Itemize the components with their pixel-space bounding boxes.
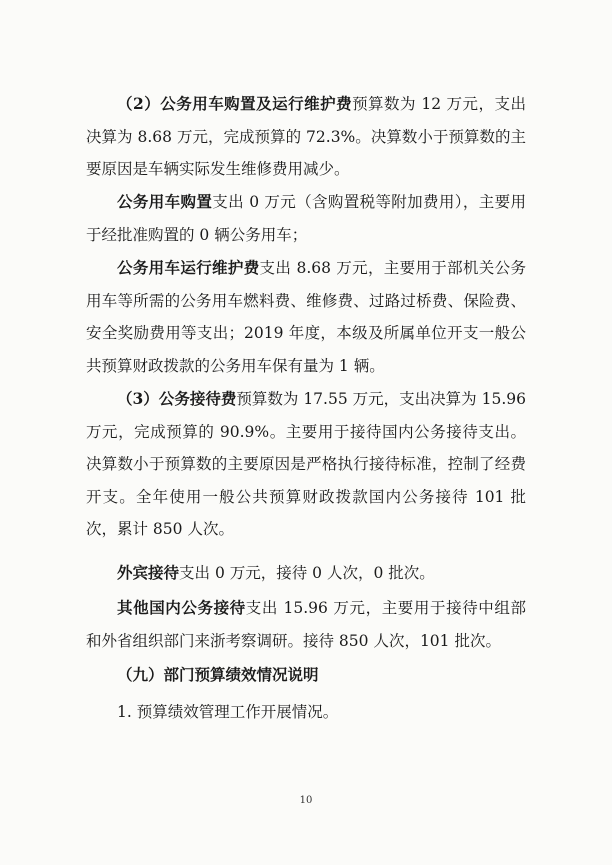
paragraph-body: 支出 0 万元，接待 0 人次，0 批次。 bbox=[179, 564, 435, 582]
paragraph-lead: 其他国内公务接待 bbox=[117, 598, 246, 617]
paragraph-body: 支出 8.68 万元，主要用于部机关公务用车等所需的公务用车燃料费、维修费、过路过桥费、保险费、安全奖励费用等支出；2019 年度，本级及所属单位开支一般公共预算财政拨款的公务用车保有量为 1 辆。 bbox=[86, 259, 526, 375]
paragraph-vehicle-purchase bbox=[86, 186, 526, 251]
paragraph-reception-expense bbox=[86, 383, 526, 546]
paragraph-vehicle-expense bbox=[86, 88, 526, 186]
section-heading-9: （九）部门预算绩效情况说明 bbox=[117, 665, 319, 684]
paragraph-lead: （2）公务用车购置及运行维护费 bbox=[117, 94, 353, 113]
paragraph-vehicle-maintenance bbox=[86, 252, 526, 382]
paragraph-lead: 公务用车购置 bbox=[117, 192, 213, 211]
paragraph-body: 支出 15.96 万元，主要用于接待中组部和外省组织部门来浙考察调研。接待 850 人次，101 批次。 bbox=[86, 599, 526, 650]
paragraph-body: 支出 0 万元（含购置税等附加费用），主要用于经批准购置的 0 辆公务用车； bbox=[86, 193, 526, 244]
paragraph-lead: 公务用车运行维护费 bbox=[117, 258, 260, 277]
paragraph-lead: （3）公务接待费 bbox=[117, 389, 237, 408]
paragraph-lead: 外宾接待 bbox=[117, 563, 180, 582]
page-number: 10 bbox=[299, 795, 313, 806]
paragraph-domestic-reception bbox=[86, 592, 526, 657]
paragraph-foreign-reception bbox=[86, 557, 526, 590]
subsection-heading-9-1: 1. 预算绩效管理工作开展情况。 bbox=[117, 703, 339, 721]
paragraph-body: 预算数为 12 万元，支出决算为 8.68 万元，完成预算的 72.3%。决算数小于预算数的主要原因是车辆实际发生维修费用减少。 bbox=[86, 95, 526, 178]
paragraph-body: 预算数为 17.55 万元，支出决算为 15.96 万元，完成预算的 90.9%。主要用于接待国内公务接待支出。决算数小于预算数的主要原因是严格执行接待标准，控制了经费开支。全年使用一般公共预算财政拨款国内公务接待 101 批次，累计 850 人次。 bbox=[86, 390, 527, 538]
